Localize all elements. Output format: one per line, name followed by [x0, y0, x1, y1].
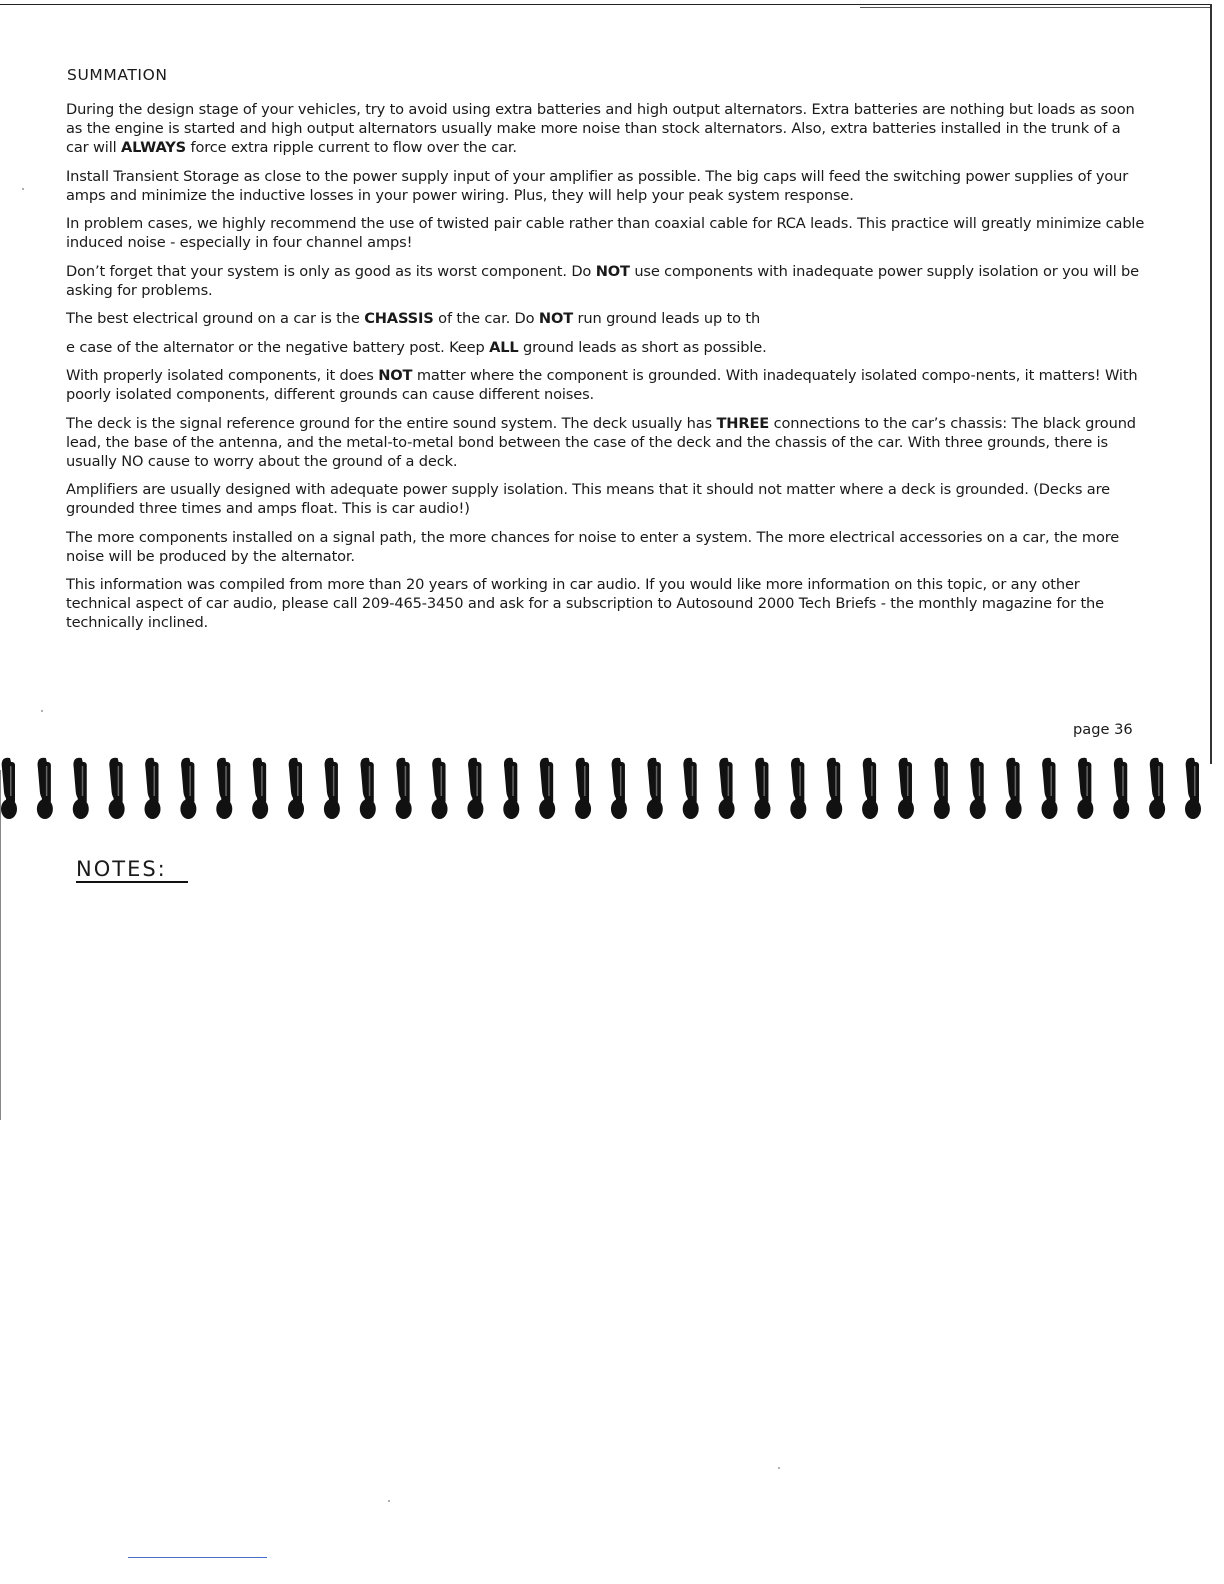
- binding-ring: [216, 758, 232, 819]
- emphasis-text: NOT: [538, 310, 574, 327]
- text-run: of the car. Do: [433, 310, 539, 327]
- binding-ring: [324, 758, 340, 819]
- binding-ring: [970, 758, 986, 819]
- text-run: In problem cases, we highly recommend the use of twisted pair cable rather than coaxial cable for RCA leads. This practice will greatly minimize cable induced noise - especially in four channel amps!: [66, 215, 1145, 251]
- binding-ring: [503, 758, 519, 819]
- binding-ring: [37, 758, 53, 819]
- binding-ring: [790, 758, 806, 819]
- emphasis-text: NOT: [378, 367, 413, 384]
- scan-speck: [41, 710, 43, 712]
- binding-ring: [180, 758, 196, 819]
- binding-ring: [898, 758, 914, 819]
- binding-ring: [360, 758, 376, 819]
- spiral-binding: [0, 752, 1212, 824]
- binding-ring: [432, 758, 448, 819]
- right-page-edge: [1210, 4, 1212, 764]
- binding-ring: [1149, 758, 1165, 819]
- binding-ring: [1041, 758, 1057, 819]
- paragraph: [66, 338, 1146, 357]
- binding-ring: [288, 758, 304, 819]
- binding-ring: [1, 758, 17, 819]
- binding-ring: [396, 758, 412, 819]
- text-run: With properly isolated components, it does: [66, 367, 379, 384]
- binding-ring: [647, 758, 663, 819]
- text-run: This information was compiled from more than 20 years of working in car audio. If you would like more information on this topic, or any other technical aspect of car audio, please call 209-465-3450 and ask for a subscription to Autosound 2000 Tech Briefs - the monthly magazine for the technically inclined.: [66, 576, 1104, 631]
- paragraph: [66, 309, 1146, 328]
- binding-ring: [1006, 758, 1022, 819]
- text-run: use components with inadequate power supply isolation or you will be asking for problems.: [66, 262, 1139, 299]
- text-run: run ground leads up to th: [573, 310, 761, 327]
- footer-rule: [128, 1557, 267, 1558]
- emphasis-text: ALWAYS: [121, 139, 186, 156]
- text-run: Don’t forget that your system is only as good as its worst component. Do: [66, 262, 596, 280]
- text-run: e case of the alternator or the negative battery post. Keep: [66, 338, 490, 356]
- binding-ring: [73, 758, 89, 819]
- paragraph: [66, 214, 1146, 252]
- text-run: The more components installed on a signal path, the more chances for noise to enter a system. The more electrical accessories on a car, the more noise will be produced by the alternator.: [66, 528, 1120, 565]
- top-border-rule: [0, 4, 1212, 5]
- binding-ring: [719, 758, 735, 819]
- paragraph: [66, 414, 1146, 471]
- scan-speck: [22, 188, 24, 190]
- paragraph: [66, 366, 1146, 404]
- binding-ring: [467, 758, 483, 819]
- text-run: ground leads as short as possible.: [518, 338, 767, 356]
- scan-speck: [388, 1500, 390, 1502]
- text-run: matter where the component is grounded. With inadequately isolated compo-nents, it matters! With poorly isolated components, different grounds can cause different noises.: [66, 367, 1138, 403]
- binding-ring: [611, 758, 627, 819]
- emphasis-text: THREE: [716, 414, 770, 432]
- emphasis-text: CHASSIS: [364, 310, 434, 327]
- binding-ring: [862, 758, 878, 819]
- text-run: During the design stage of your vehicles, try to avoid using extra batteries and high output alternators. Extra batteries are nothing but loads as soon as the engine is started and high output alternators usually make more noise than stock alternators. Also, extra batteries installed in the trunk of a car will: [66, 101, 1135, 156]
- binding-ring: [109, 758, 125, 819]
- binding-ring: [1185, 758, 1201, 819]
- binding-ring: [252, 758, 268, 819]
- binding-ring: [754, 758, 770, 819]
- summation-body: [66, 100, 1146, 642]
- emphasis-text: ALL: [489, 338, 519, 356]
- binding-ring: [1113, 758, 1129, 819]
- binding-ring: [145, 758, 161, 819]
- binding-ring: [539, 758, 555, 819]
- scan-speck: [778, 1467, 780, 1469]
- paragraph: [66, 528, 1146, 566]
- paragraph: [66, 262, 1146, 300]
- paragraph: [66, 575, 1146, 632]
- binding-ring: [934, 758, 950, 819]
- top-border-rule-secondary: [860, 7, 1212, 8]
- binding-ring: [575, 758, 591, 819]
- text-run: Install Transient Storage as close to the power supply input of your amplifier as possible. The big caps will feed the switching power supplies of your amps and minimize the inductive losses in your power wiring. Plus, they will help your peak system response.: [66, 167, 1129, 204]
- binding-ring: [683, 758, 699, 819]
- text-run: connections to the car’s chassis: The black ground lead, the base of the antenna, and the metal-to-metal bond between the case of the deck and the chassis of the car. With three grounds, there is usually NO cause to worry about the ground of a deck.: [66, 414, 1136, 470]
- paragraph: [66, 100, 1146, 157]
- page-number: page 36: [1073, 721, 1133, 738]
- emphasis-text: NOT: [595, 262, 630, 280]
- text-run: Amplifiers are usually designed with adequate power supply isolation. This means that it should not matter where a deck is grounded. (Decks are grounded three times and amps float. This is car audio!): [66, 481, 1110, 517]
- notes-title: NOTES:: [76, 857, 167, 881]
- notes-title-underline: [76, 881, 188, 883]
- text-run: force extra ripple current to flow over the car.: [185, 139, 517, 156]
- binding-ring: [1077, 758, 1093, 819]
- paragraph: [66, 167, 1146, 205]
- binding-ring: [826, 758, 842, 819]
- text-run: The deck is the signal reference ground for the entire sound system. The deck usually has: [66, 414, 717, 432]
- section-heading: SUMMATION: [67, 66, 168, 84]
- text-run: The best electrical ground on a car is the: [66, 310, 365, 327]
- paragraph: [66, 480, 1146, 518]
